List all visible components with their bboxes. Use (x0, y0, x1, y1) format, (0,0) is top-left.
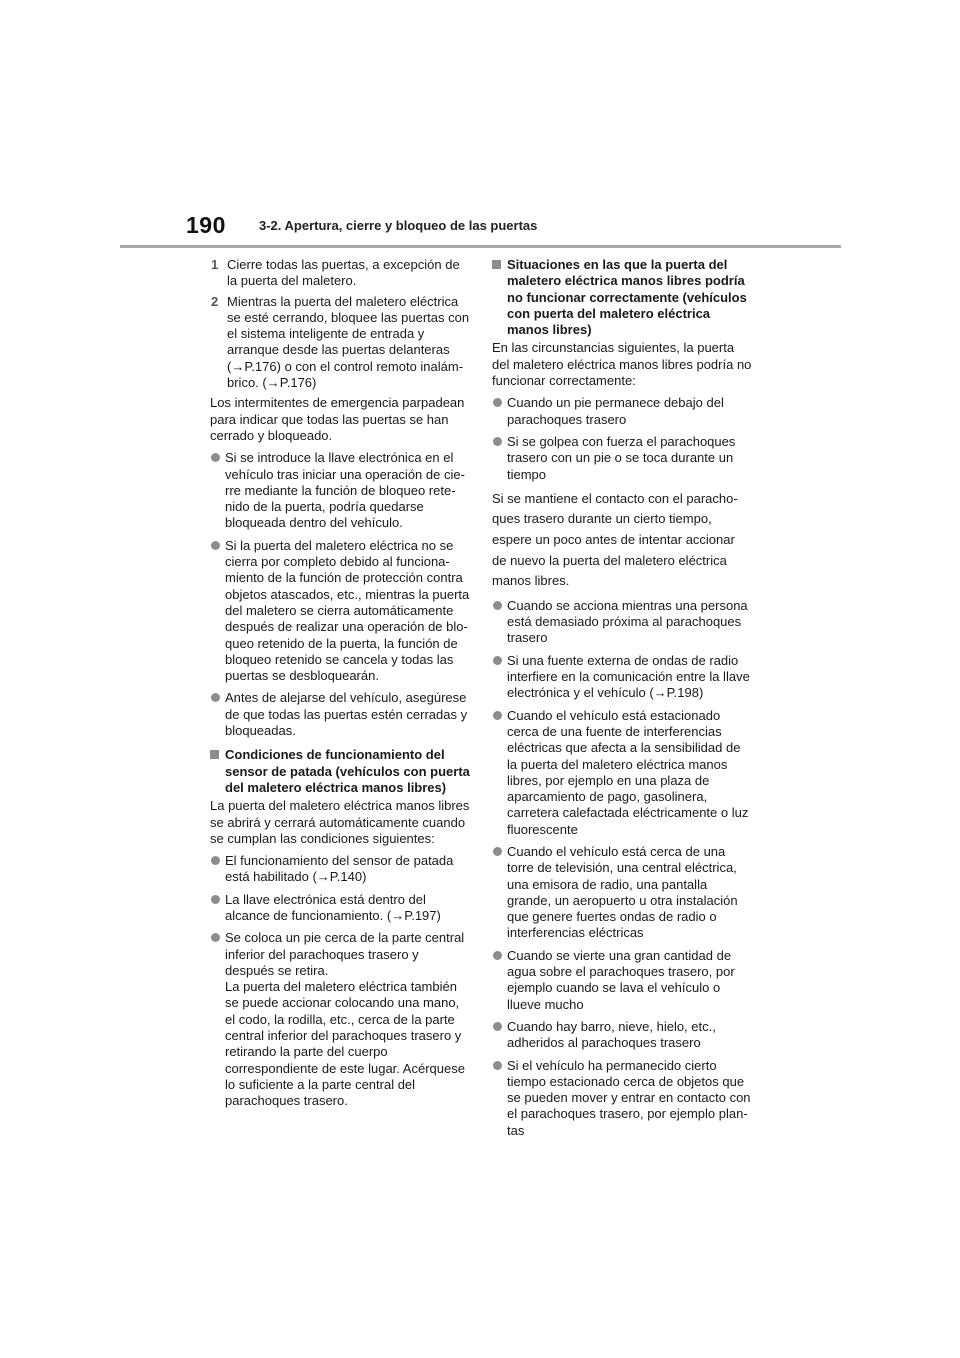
bullet-dot-icon (211, 856, 220, 865)
bullet-dot-icon (211, 541, 220, 550)
bullet-item (492, 844, 752, 942)
bullet-item (492, 708, 752, 838)
step-number: 2 (211, 293, 219, 309)
bullet-dot-icon (493, 711, 502, 720)
bullet-item (492, 653, 752, 702)
step-2 (210, 294, 470, 392)
paragraph: Si se mantiene el contacto con el parachoques trasero durante un cierto tiempo, espere un poco antes de intentar accionar de nuevo la puerta del maletero eléctrica manos libres. (492, 490, 738, 589)
header-divider (120, 245, 841, 248)
bullet-item (492, 948, 752, 1013)
bullet-item (210, 690, 470, 739)
paragraph: La puerta del maletero eléctrica manos libres se abrirá y cerrará automáticamente cuando se cumplan las condiciones siguientes: (210, 798, 470, 846)
section-title: 3-2. Apertura, cierre y bloqueo de las puertas (259, 218, 538, 233)
paragraph: Los intermitentes de emergencia parpadean para indicar que todas las puertas se han cerrado y bloqueado. (210, 395, 465, 443)
bullet-text: El funcionamiento del sensor de patada está habilitado (→P.140) (225, 853, 454, 885)
bullet-text: Cuando hay barro, nieve, hielo, etc., adheridos al parachoques trasero (507, 1018, 716, 1051)
bullet-item (210, 538, 470, 685)
page-number: 190 (186, 212, 226, 238)
bullet-item (492, 1058, 752, 1139)
bullet-item (492, 1019, 752, 1052)
bullet-dot-icon (493, 601, 502, 610)
bullet-text: Si el vehículo ha permanecido cierto tiempo estacionado cerca de objetos que se pueden mover y entrar en contacto con el parachoques trasero, por ejemplo plantas (507, 1057, 751, 1138)
step-1 (210, 257, 470, 290)
bullet-dot-icon (493, 1022, 502, 1031)
bullet-dot-icon (493, 398, 502, 407)
bullet-dot-icon (493, 951, 502, 960)
bullet-item (492, 434, 752, 483)
step-text: Cierre todas las puertas, a excepción de la puerta del maletero. (227, 257, 460, 289)
bullet-dot-icon (493, 1061, 502, 1070)
bullet-text: Se coloca un pie cerca de la parte central inferior del parachoques trasero y después se retira. (225, 930, 465, 978)
bullet-dot-icon (211, 693, 220, 702)
bullet-text: Si se introduce la llave electrónica en el vehículo tras iniciar una operación de cierre mediante la función de bloqueo retenido de la puerta, podría quedarse bloqueada dentro del vehículo. (225, 450, 465, 531)
bullet-item (492, 395, 752, 428)
square-bullet-icon (492, 260, 501, 269)
bullet-dot-icon (211, 453, 220, 462)
bullet-text: Cuando el vehículo está estacionado cerca de una fuente de interferencias eléctricas que afecta a la sensibilidad de la puerta del maletero eléctrica manos libres, por ejemplo en una plaza de aparcamiento de pago, gasolinera, carretera calefactada eléctricamente o luz fluorescente (507, 707, 749, 837)
heading-text: Situaciones en las que la puerta del maletero eléctrica manos libres podría no funcionar correctamente (vehículos con puerta del maletero eléctrica manos libres) (507, 257, 747, 338)
bullet-item (210, 450, 470, 531)
bullet-dot-icon (493, 656, 502, 665)
bullet-text: Antes de alejarse del vehículo, asegúrese de que todas las puertas estén cerradas y bloqueadas. (225, 690, 468, 739)
bullet-item (210, 892, 470, 925)
bullet-subtext: La puerta del maletero eléctrica también se puede accionar colocando una mano, el codo, la rodilla, etc., cerca de la parte central inferior del parachoques trasero y retirando la parte del cuerpo correspondiente de este lugar. Acérquese lo suficiente a la parte central del parachoques trasero. (225, 979, 465, 1109)
bullet-text: Si la puerta del maletero eléctrica no se cierra por completo debido al funcionamiento de la función de protección contra objetos atascados, etc., mientras la puerta del maletero se cierra automáticamente después de realizar una operación de bloqueo retenido de la puerta, la función de bloqueo retenido se cancela y todas las puertas se desbloquearán. (225, 537, 470, 684)
paragraph: En las circunstancias siguientes, la puerta del maletero eléctrica manos libres podría no funcionar correctamente: (492, 340, 752, 389)
bullet-dot-icon (211, 895, 220, 904)
bullet-dot-icon (493, 437, 502, 446)
bullet-item (492, 598, 752, 647)
bullet-item (210, 930, 470, 1109)
bullet-text: Cuando un pie permanece debajo del parachoques trasero (507, 395, 724, 427)
bullet-text: Cuando se acciona mientras una persona está demasiado próxima al parachoques trasero (507, 597, 748, 646)
step-text: Mientras la puerta del maletero eléctrica se esté cerrando, bloquee las puertas con el sistema inteligente de entrada y arranque desde las puertas delanteras (→P.176) o con el control remoto inalámbrico. (→P.176) (227, 293, 470, 391)
heading-text: Condiciones de funcionamiento del sensor de patada (vehículos con puerta del maletero eléctrica manos libres) (225, 747, 470, 795)
square-bullet-icon (210, 750, 219, 759)
bullet-text: Cuando el vehículo está cerca de una torre de televisión, una central eléctrica, una emisora de radio, una pantalla grande, un aeropuerto u otra instalación que genere fuertes ondas de radio o interferencias eléctricas (507, 843, 738, 941)
right-column (492, 257, 752, 1145)
bullet-text: La llave electrónica está dentro del alcance de funcionamiento. (→P.197) (225, 891, 441, 923)
bullet-text: Si se golpea con fuerza el parachoques trasero con un pie o se toca durante un tiempo (507, 433, 736, 482)
section-heading (210, 747, 470, 796)
bullet-text: Si una fuente externa de ondas de radio interfiere en la comunicación entre la llave electrónica y el vehículo (→P.198) (507, 652, 750, 701)
bullet-text: Cuando se vierte una gran cantidad de agua sobre el parachoques trasero, por ejemplo cuando se lava el vehículo o llueve mucho (507, 947, 735, 1012)
section-heading (492, 257, 752, 338)
bullet-item (210, 853, 470, 886)
bullet-dot-icon (493, 847, 502, 856)
left-column (210, 257, 470, 1116)
bullet-dot-icon (211, 933, 220, 942)
step-number: 1 (211, 257, 219, 272)
